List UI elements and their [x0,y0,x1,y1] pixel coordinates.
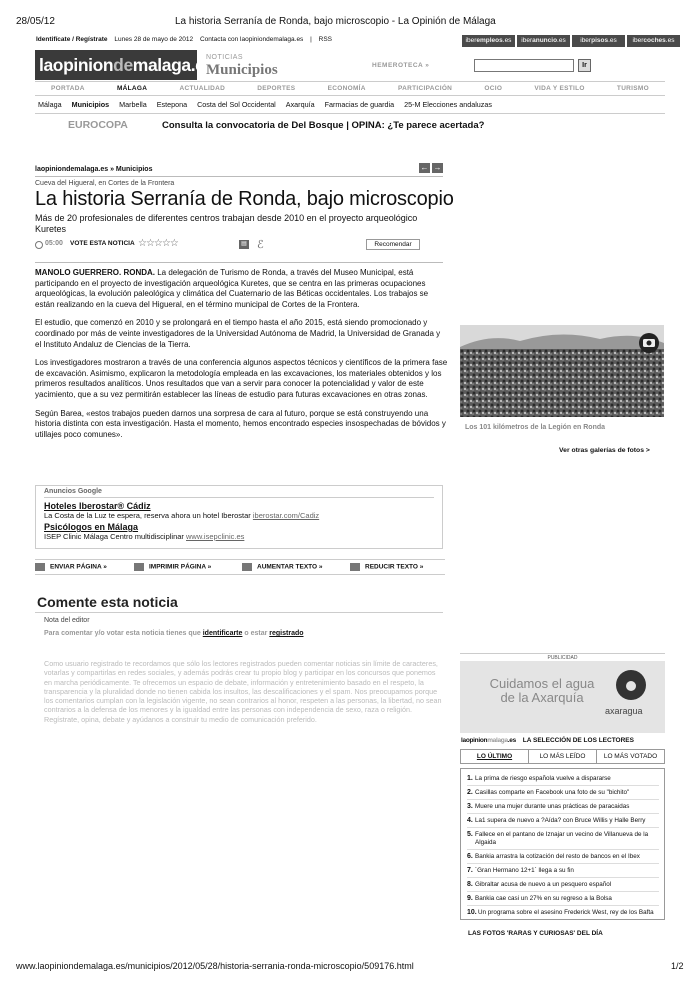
promo-label[interactable]: EUROCOPA [68,119,128,131]
partner-links [462,35,680,47]
article-body [35,268,448,448]
paragraph: MANOLO GUERRERO. RONDA. La delegación de Turismo de Ronda, a través del Museo Municipal, está participando en el proyecto de investigación arqueológica Kuretes, que se centra en las primeras ocupaciones arqueológicas, la evolución paleológica y climática del Cuaternario de las Béticas occidentales. Los trabajos se están realizando en la cueva del Higueral, en el término municipal de Cortes de la Frontera. [35,268,429,309]
subnav-malaga[interactable]: Málaga [38,100,62,109]
breadcrumb[interactable]: laopiniondemalaga.es » Municipios [35,166,153,173]
section-label [206,54,278,79]
advertising-banner[interactable] [460,661,665,733]
print-icon [134,563,144,571]
print-icon[interactable]: ▤ [239,240,249,249]
article-headline: La historia Serranía de Ronda, bajo microscopio [35,188,454,210]
next-arrow-icon[interactable]: → [433,163,442,172]
divider [35,612,443,613]
rss-link[interactable]: RSS [318,36,333,43]
publish-time: 05:00 [45,240,63,247]
decrease-text-button[interactable]: REDUCIR TEXTO » [350,563,423,571]
divider [35,176,443,177]
article-actions [35,559,445,575]
increase-text-button[interactable]: AUMENTAR TEXTO » [242,563,323,571]
list-item[interactable]: 3. Muere una mujer durante unas prácticas de paracaidas [467,803,659,814]
list-item[interactable]: 2. Casillas comparte en Facebook una foto de su "bichito" [467,789,659,800]
raras-curiosas-link[interactable]: LAS FOTOS 'RARAS Y CURIOSAS' DEL DÍA [468,930,603,937]
subnav-elecciones[interactable]: 25-M Elecciones andaluzas [404,100,492,109]
nav-actualidad[interactable]: ACTUALIDAD [179,85,226,92]
paragraph: Según Barea, «estos trabajos pueden darnos una sorpresa de cara al futuro, porque se está construyendo una historia distinta con esta investigación. Hasta el momento, hemos encontrado especies insospechadas de bóvidos y utillajes poco comunes». [35,408,446,439]
section-title: Municipios [206,62,278,78]
list-item[interactable]: 5. Fallece en el pantano de Iznajar un vecino de Villanueva de la Algaida [467,831,659,850]
ad-url[interactable]: www.isepclinic.es [186,532,245,541]
advertising-label: PUBLICIDAD [460,653,665,661]
current-date: Lunes 28 de mayo de 2012 [114,36,194,43]
text-plus-icon [242,563,252,571]
banner-text: Cuidamos el agua de la Axarquía [489,676,595,705]
comments-title: Comente esta noticia [37,594,178,610]
partner-pisos[interactable]: iberpisos.es [572,35,625,47]
tab-lo-mas-leido[interactable]: LO MÁS LEÍDO [529,750,597,763]
register-link[interactable]: registrado [269,630,304,637]
site-logo[interactable]: laopiniondemalaga.es [35,50,197,80]
login-link[interactable]: identificarte [202,630,243,637]
nav-participacion[interactable]: PARTICIPACIÓN [397,85,453,92]
tab-lo-ultimo[interactable]: LO ÚLTIMO [461,750,529,763]
list-item[interactable]: 8. Gibraltar acusa de nuevo a un pesquero español [467,881,659,892]
readers-logo: laopinionmalaga.es [461,737,516,744]
subnav-axarquia[interactable]: Axarquía [285,100,315,109]
paragraph: El estudio, que comenzó en 2010 y se prolongará en el tiempo hasta el año 2015, está siendo promocionado y coordinado por más de veinte investigadores de la Universidad Autónoma de Madrid, la Universidad de Granada y el Instituto Andaluz de Ciencias de la Tierra. [35,318,441,349]
article-subhead: Más de 20 profesionales de diferentes centros trabajan desde 2010 en el proyecto arqueológico Kuretes [35,213,418,234]
divider [35,262,443,263]
article-toolbar [35,238,443,252]
text-minus-icon [350,563,360,571]
ad-description: ISEP Clinic Málaga Centro multidisciplinar www.isepclinic.es [44,532,245,541]
divider [35,113,665,114]
list-item[interactable]: 4. La1 supera de nuevo a ?Aída? con Bruce Willis y Halle Berry [467,817,659,828]
article-author: MANOLO GUERRERO. RONDA. [35,268,155,277]
crowd-photo-image [460,325,664,417]
nav-deportes[interactable]: DEPORTES [257,85,296,92]
list-item[interactable]: 6. Bankia arrastra la cotización del resto de bancos en el Ibex [467,853,659,864]
list-item[interactable]: 1. La prima de riesgo española vuelve a dispararse [467,775,659,786]
section-small: NOTICIAS [206,54,244,61]
ads-label[interactable]: Anuncios Google [44,488,434,498]
article-kicker: Cueva del Higueral, en Cortes de la Frontera [35,180,175,187]
partner-empleos[interactable]: iberempleos.es [462,35,515,47]
ad-title[interactable]: Hoteles Iberostar® Cádiz [44,501,151,511]
list-item[interactable]: 7. ´Gran Hermano 12+1´ llega a su fin [467,867,659,878]
divider: | [310,36,312,43]
readers-title: LA SELECCIÓN DE LOS LECTORES [522,737,634,744]
send-page-button[interactable]: ENVIAR PÁGINA » [35,563,107,571]
comments-disclaimer: Como usuario registrado te recordamos que sólo los lectores registrados pueden comentar noticias sin límite de caracteres, votarlas y compartirlas en redes sociales, y además podrás crear tu propio blog y participar en los concursos que ponemos en marcha periódicamente. Te ofrecemos un espacio de debate, información y entretenimiento basado en el respeto, la transparencia y la pluralidad donde no tienen cabida los insultos, las descalificaciones y el spam. Nos preocupamos porque los comentarios cumplan con la legislación vigente, no sean contrarios al honor, respeten a las personas, la libertad, no sean contrarios a la defensa de los menores y la igualdad entre las personas con independencia de sexo, raza o religión. Regístrate, opina, debate y ayúdanos a construir tu medio de comunicación preferido. [44,659,442,724]
subnav-farmacias[interactable]: Farmacias de guardia [324,100,395,109]
print-url: www.laopiniondemalaga.es/municipios/2012/05/28/historia-serrania-ronda-microscopio/509176.html [16,961,414,971]
list-item[interactable]: 10. Un programa sobre el asesino Frederick West, rey de los Bafta [467,909,654,916]
editor-note: Nota del editor [44,617,90,624]
share-icon[interactable]: ℰ [257,239,264,251]
promo-text[interactable]: Consulta la convocatoria de Del Bosque | OPINA: ¿Te parece acertada? [162,120,485,131]
print-page-title: La historia Serranía de Ronda, bajo microscopio - La Opinión de Málaga [175,16,496,27]
subnav-estepona[interactable]: Estepona [156,100,188,109]
ad-description: La Costa de la Luz te espera, reserva ahora un hotel Iberostar iberostar.com/Cadiz [44,511,320,520]
axaragua-logo-icon [616,670,646,700]
readers-header [461,737,634,744]
vote-label: VOTE ESTA NOTICIA [70,240,135,247]
more-galleries-link[interactable]: Ver otras galerías de fotos > [559,447,650,454]
clock-icon [35,241,43,249]
nav-ocio[interactable]: OCIO [484,85,503,92]
google-ads [35,485,443,549]
print-page-button[interactable]: IMPRIMIR PÁGINA » [134,563,211,571]
subnav-marbella[interactable]: Marbella [119,100,147,109]
contact-link[interactable]: Contacta con laopiniondemalaga.es [199,36,304,43]
readers-list [460,768,665,920]
nav-economia[interactable]: ECONOMÍA [327,85,366,92]
tab-lo-mas-votado[interactable]: LO MÁS VOTADO [597,750,664,763]
nav-vida-y-estilo[interactable]: VIDA Y ESTILO [534,85,585,92]
list-item[interactable]: 9. Bankia cae casi un 27% en su regreso a la Bolsa [467,895,659,906]
rating-stars[interactable]: ☆☆☆☆☆ [138,238,178,249]
paragraph: Los investigadores mostraron a través de una conferencia algunos aspectos técnicos y científicos de la primera fase de excavación. Asimismo, explicaron la metodología empleada en las excavaciones, los materiales obtenidos y los primeros resultados analíticos. Unos resultados que van a servir para conocer la potencialidad y valor de este yacimiento, que a su vez permitirán establecer las líneas de estudio para futuras excavaciones en otras zonas. [35,358,448,399]
ad-title[interactable]: Psicólogos en Málaga [44,522,139,532]
ad-url[interactable]: iberostar.com/Cadiz [252,511,320,520]
partner-anuncio[interactable]: iberanuncio.es [517,35,570,47]
gallery-caption[interactable]: Los 101 kilómetros de la Legión en Ronda [465,424,606,431]
print-footer [16,961,684,971]
readers-tabs [460,749,665,764]
sub-nav [38,100,492,109]
subnav-costa-del-sol[interactable]: Costa del Sol Occidental [197,100,276,109]
search-input[interactable] [474,59,574,72]
hemeroteca-link[interactable]: HEMEROTECA » [372,62,430,69]
banner-brand: axaragua [605,706,643,716]
nav-turismo[interactable]: TURISMO [616,85,649,92]
utility-bar [36,36,337,43]
main-nav [35,81,665,96]
subnav-municipios[interactable]: Municipios [71,100,110,109]
prev-arrow-icon[interactable]: ← [420,163,429,172]
page-number: 1/2 [671,961,684,971]
print-date: 28/05/12 [16,16,55,27]
article-pager [419,163,443,173]
partner-coches[interactable]: ibercoches.es [627,35,680,47]
gallery-photo[interactable] [460,325,664,417]
nav-portada[interactable]: PORTADA [51,85,85,92]
search-button[interactable]: Ir [578,59,591,72]
login-link[interactable]: Identifícate / Regístrate [36,36,108,43]
recommend-button[interactable]: Recomendar [366,239,420,250]
nav-malaga[interactable]: MÁLAGA [116,85,148,92]
mail-icon [35,563,45,571]
login-hint: Para comentar y/o votar esta noticia tienes que identificarte o estar registrado [44,630,304,637]
